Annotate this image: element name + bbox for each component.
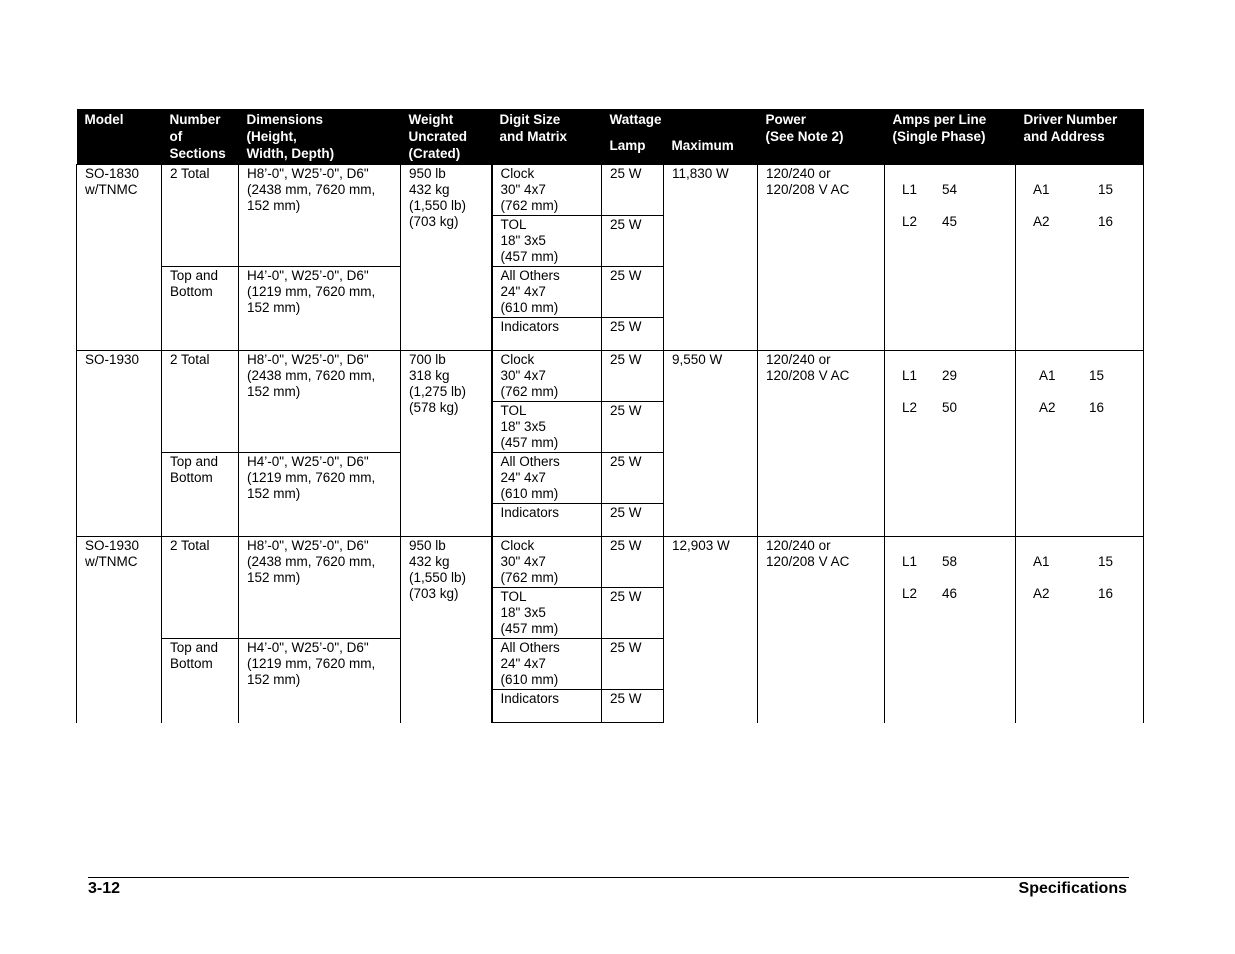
driver-label: A1 <box>1039 368 1056 383</box>
dimensions-cell: H4’-0", W25’-0", D6" (1219 mm, 7620 mm, 152 mm) <box>239 639 401 723</box>
header-digit-size: Digit Size and Matrix <box>492 109 602 165</box>
amps-line-label: L2 <box>902 400 918 415</box>
driver-value: 16 <box>1098 214 1114 229</box>
digit-cell: All Others 24" 4x7 (610 mm) <box>492 267 602 318</box>
sections-cell: 2 Total <box>162 537 239 639</box>
amps-line-label: L2 <box>902 214 918 229</box>
driver-label: A1 <box>1033 554 1050 569</box>
header-model: Model <box>77 109 162 165</box>
lamp-cell: 25 W <box>602 588 664 639</box>
amps-line-value: 54 <box>942 182 958 197</box>
amps-line-value: 46 <box>942 586 958 601</box>
digit-cell: Clock 30" 4x7 (762 mm) <box>492 165 602 216</box>
driver-value: 15 <box>1098 182 1114 197</box>
driver-label: A2 <box>1033 586 1050 601</box>
lamp-cell: 25 W <box>602 453 664 504</box>
power-cell: 120/240 or 120/208 V AC <box>758 537 885 723</box>
lamp-cell: 25 W <box>602 165 664 216</box>
digit-cell: Indicators <box>492 318 602 351</box>
lamp-cell: 25 W <box>602 402 664 453</box>
header-wattage: Wattage <box>602 109 758 134</box>
driver-cell <box>1016 351 1144 537</box>
driver-label: A2 <box>1039 400 1056 415</box>
header-amps: Amps per Line (Single Phase) <box>885 109 1016 165</box>
digit-cell: Indicators <box>492 690 602 723</box>
section-title: Specifications <box>1018 880 1127 897</box>
table-row <box>77 165 1144 216</box>
dimensions-cell: H8’-0", W25’-0", D6" (2438 mm, 7620 mm, 152 mm) <box>239 351 401 453</box>
power-cell: 120/240 or 120/208 V AC <box>758 165 885 351</box>
sections-cell: 2 Total <box>162 351 239 453</box>
driver-value: 16 <box>1089 400 1105 415</box>
model-cell: SO-1930 <box>77 351 162 537</box>
amps-line-label: L1 <box>902 554 918 569</box>
digit-cell: All Others 24" 4x7 (610 mm) <box>492 639 602 690</box>
header-weight: Weight Uncrated (Crated) <box>401 109 492 165</box>
lamp-cell: 25 W <box>602 318 664 351</box>
header-power: Power (See Note 2) <box>758 109 885 165</box>
lamp-cell: 25 W <box>602 537 664 588</box>
driver-label: A2 <box>1033 214 1050 229</box>
amps-cell <box>885 165 1016 351</box>
power-cell: 120/240 or 120/208 V AC <box>758 351 885 537</box>
dimensions-cell: H4’-0", W25’-0", D6" (1219 mm, 7620 mm, 152 mm) <box>239 453 401 537</box>
table-row <box>77 537 1144 588</box>
amps-line-value: 29 <box>942 368 958 383</box>
amps-line-label: L1 <box>902 368 918 383</box>
weight-cell: 700 lb 318 kg (1,275 lb) (578 kg) <box>401 351 492 537</box>
maximum-cell: 12,903 W <box>664 537 758 723</box>
digit-cell: All Others 24" 4x7 (610 mm) <box>492 453 602 504</box>
spec-table <box>76 109 1144 723</box>
amps-cell <box>885 351 1016 537</box>
header-driver: Driver Number and Address <box>1016 109 1144 165</box>
amps-cell <box>885 537 1016 723</box>
maximum-cell: 11,830 W <box>664 165 758 351</box>
amps-line-value: 58 <box>942 554 958 569</box>
amps-line-label: L2 <box>902 586 918 601</box>
table-row <box>77 351 1144 402</box>
lamp-cell: 25 W <box>602 267 664 318</box>
header-dimensions: Dimensions (Height, Width, Depth) <box>239 109 401 165</box>
sections-cell: Top and Bottom <box>162 453 239 537</box>
dimensions-cell: H4’-0", W25’-0", D6" (1219 mm, 7620 mm, 152 mm) <box>239 267 401 351</box>
lamp-cell: 25 W <box>602 351 664 402</box>
header-maximum: Maximum <box>664 134 758 164</box>
digit-cell: TOL 18" 3x5 (457 mm) <box>492 588 602 639</box>
driver-value: 15 <box>1098 554 1114 569</box>
digit-cell: Indicators <box>492 504 602 537</box>
header-sections: Number of Sections <box>162 109 239 165</box>
lamp-cell: 25 W <box>602 504 664 537</box>
sections-cell: Top and Bottom <box>162 639 239 723</box>
driver-cell <box>1016 165 1144 351</box>
driver-label: A1 <box>1033 182 1050 197</box>
header-lamp: Lamp <box>602 134 664 164</box>
header-row <box>77 109 1144 134</box>
digit-cell: Clock 30" 4x7 (762 mm) <box>492 351 602 402</box>
page-number: 3-12 <box>88 880 121 897</box>
footer-divider <box>88 877 1129 878</box>
dimensions-cell: H8’-0", W25’-0", D6" (2438 mm, 7620 mm, 152 mm) <box>239 537 401 639</box>
driver-value: 15 <box>1089 368 1105 383</box>
weight-cell: 950 lb 432 kg (1,550 lb) (703 kg) <box>401 537 492 723</box>
amps-line-label: L1 <box>902 182 918 197</box>
model-cell: SO-1830 w/TNMC <box>77 165 162 351</box>
digit-cell: Clock 30" 4x7 (762 mm) <box>492 537 602 588</box>
driver-cell <box>1016 537 1144 723</box>
lamp-cell: 25 W <box>602 216 664 267</box>
maximum-cell: 9,550 W <box>664 351 758 537</box>
digit-cell: TOL 18" 3x5 (457 mm) <box>492 216 602 267</box>
model-cell: SO-1930 w/TNMC <box>77 537 162 723</box>
weight-cell: 950 lb 432 kg (1,550 lb) (703 kg) <box>401 165 492 351</box>
amps-line-value: 50 <box>942 400 958 415</box>
lamp-cell: 25 W <box>602 690 664 723</box>
driver-value: 16 <box>1098 586 1114 601</box>
lamp-cell: 25 W <box>602 639 664 690</box>
sections-cell: Top and Bottom <box>162 267 239 351</box>
dimensions-cell: H8’-0", W25’-0", D6" (2438 mm, 7620 mm, 152 mm) <box>239 165 401 267</box>
sections-cell: 2 Total <box>162 165 239 267</box>
digit-cell: TOL 18" 3x5 (457 mm) <box>492 402 602 453</box>
amps-line-value: 45 <box>942 214 958 229</box>
